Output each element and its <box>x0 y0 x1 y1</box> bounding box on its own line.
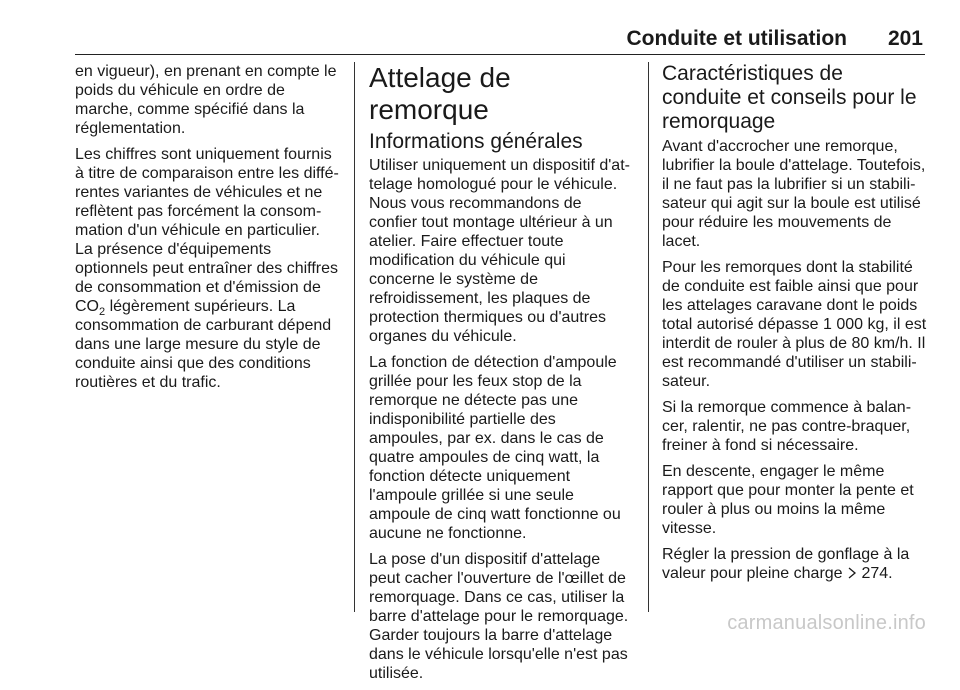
column-middle <box>369 62 633 690</box>
column-divider-right <box>648 62 649 612</box>
paragraph <box>75 145 341 392</box>
paragraph: La fonction de détection d'ampoule grillée pour les feux stop de la remorque ne détecte pas une indisponibilité partielle des ampoules, par ex. dans le cas de quatre ampoules de cinq watt, la fonction détecte uniquement l'ampoule grillée si une seule ampoule de cinq watt fonctionne ou aucune ne fonctionne. <box>369 354 621 542</box>
page-header <box>75 26 925 55</box>
watermark: carmanualsonline.info <box>727 612 926 634</box>
paragraph-text: légèrement supérieurs. La consommation de carburant dépend dans une large mesure du style de conduite ainsi que des conditions routières et du trafic. <box>75 298 332 391</box>
page-number: 201 <box>887 27 923 50</box>
paragraph: Pour les remorques dont la stabilité de conduite est faible ainsi que pour les attelages caravane dont le poids total autorisé dépasse 1 000 kg, il est interdit de rouler à plus de 80 km/h. Il est recommandé d'utiliser un stabilisateur. <box>662 259 927 390</box>
page-reference-link[interactable]: 274. <box>861 565 893 582</box>
page-reference-arrow-icon[interactable] <box>847 567 857 579</box>
section-title: Conduite et utilisation <box>626 27 847 50</box>
column-divider-left <box>354 62 355 612</box>
subsection-heading: Informations générales <box>369 130 583 153</box>
section-heading: Caractéristiques de conduite et conseils pour le remorquage <box>662 62 917 133</box>
paragraph-text: Les chiffres sont uniquement fournis à titre de comparaison entre les différentes variantes de véhicules et ne reflètent pas forcément la consommation d'un véhicule en particulier. La présence d'équipements optionnels peut entraîner des chiffres de consommation et d'émission de CO <box>75 146 339 315</box>
section-heading: Attelage de remorque <box>369 62 511 125</box>
paragraph: Avant d'accrocher une remorque, lubrifier la boule d'attelage. Toutefois, il ne faut pas la lubrifier si un stabilisateur qui agit sur la boule est utilisé pour réduire les mouvements de lacet. <box>662 138 926 250</box>
paragraph: en vigueur), en prenant en compte le poids du véhicule en ordre de marche, comme spécifié dans la réglementation. <box>75 63 337 137</box>
subscript: 2 <box>99 306 106 319</box>
column-right <box>662 62 928 590</box>
column-left <box>75 62 341 399</box>
paragraph: La pose d'un dispositif d'attelage peut cacher l'ouverture de l'œillet de remorquage. Dans ce cas, utiliser la barre d'attelage pour le remorquage. Garder toujours la barre d'attelage dans le véhicule lorsqu'elle n'est pas utilisée. <box>369 551 629 682</box>
paragraph: Utiliser uniquement un dispositif d'attelage homologué pour le véhicule. Nous vous recommandons de confier tout montage ultérieur à un atelier. Faire effectuer toute modification du véhicule qui concerne le système de refroidissement, les plaques de protection thermiques ou d'autres organes du véhicule. <box>369 157 630 345</box>
paragraph: Si la remorque commence à balancer, ralentir, ne pas contre-braquer, freiner à fond si nécessaire. <box>662 399 912 454</box>
paragraph: En descente, engager le même rapport que pour monter la pente et rouler à plus ou moins la même vitesse. <box>662 463 914 537</box>
paragraph-text: Régler la pression de gonflage à la valeur pour pleine charge <box>662 546 910 582</box>
paragraph <box>662 545 928 583</box>
